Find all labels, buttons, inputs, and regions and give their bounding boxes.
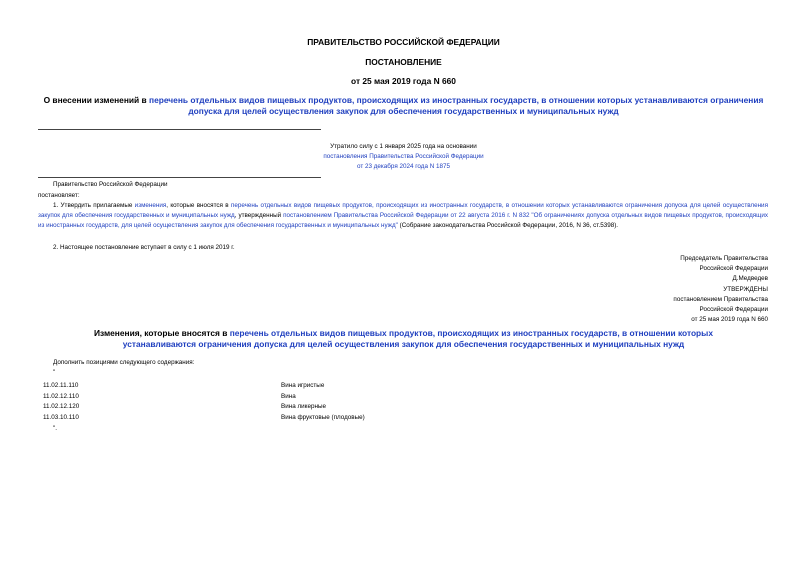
document-date: от 25 мая 2019 года N 660 [351,76,456,86]
p1-link-list[interactable]: перечень отдельных видов пищевых продуктов, происходящих из иностранных государств, в отношении которых устанавливаются ограничения допуска для целей осуществления закупок для обеспечения государственных и муниципальных нужд [38,202,768,219]
approval-heading: УТВЕРЖДЕНЫ [723,286,768,293]
annex-title-link[interactable]: перечень отдельных видов пищевых продуктов, происходящих из иностранных государств, в отношении которых устанавливаются ограничения допуска для целей осуществления закупок для обеспечения государственных и муниципальных нужд [122,328,713,349]
signature-name: Д.Медведев [732,275,768,282]
p1-text-a: 1. Утвердить прилагаемые [53,202,135,209]
row-name: Вина [281,393,296,400]
p1-text-b: , которые вносятся в [166,202,231,209]
paragraph-1 [38,201,768,231]
row-name: Вина ликерные [281,403,326,410]
repeal-notice-date-link[interactable]: от 23 декабря 2024 года N 1875 [356,163,451,170]
title-link[interactable]: перечень отдельных видов пищевых продуктов, происходящих из иностранных государств, в отношении которых устанавливаются ограничения допуска для целей осуществления закупок для обеспечения государственных и муниципальных нужд [149,95,764,116]
body-decides: постановляет: [38,192,80,199]
row-name: Вина фруктовые (плодовые) [281,414,365,421]
annex-intro: Дополнить позициями следующего содержания: [53,359,195,366]
p1-link-decree[interactable]: постановлением Правительства Российской Федерации от 22 августа 2016 г. N 832 "Об ограничениях допуска отдельных видов пищевых продуктов, происходящих из иностранных государств, для целей осуществления закупок для обеспечения государственных и муниципальных нужд" [38,212,769,229]
approval-block [468,285,768,325]
annex-title [60,328,747,350]
row-code: 11.02.12.110 [43,393,79,400]
p1-link-changes[interactable]: изменения [134,202,167,209]
title-prefix: О внесении изменений в [43,95,150,105]
body-government: Правительство Российской Федерации [53,181,168,188]
document-title [40,95,767,117]
paragraph-2: 2. Настоящее постановление вступает в силу с 1 июля 2019 г. [53,244,235,251]
document-type: ПОСТАНОВЛЕНИЕ [365,57,442,67]
signature-country: Российской Федерации [699,265,768,272]
divider-top [38,129,321,130]
approval-line3: Российской Федерации [699,306,768,313]
row-name: Вина игристые [281,382,325,389]
p1-text-c: , утвержденный [234,212,284,219]
repeal-notice-link[interactable]: постановления Правительства Российской Федерации [323,153,484,160]
repeal-notice-line1: Утратило силу с 1 января 2025 года на основании [330,143,477,150]
repeal-notice [250,142,557,172]
signature-block [468,254,768,284]
signature-position: Председатель Правительства [680,255,768,262]
government-heading: ПРАВИТЕЛЬСТВО РОССИЙСКОЙ ФЕДЕРАЦИИ [307,37,500,47]
row-code: 11.02.11.110 [43,382,79,389]
annex-title-prefix: Изменения, которые вносятся в [93,328,230,338]
annex-close-quote: ". [53,425,57,432]
annex-open-quote: " [53,369,56,376]
p1-text-d: (Собрание законодательства Российской Федерации, 2016, N 36, ст.5398). [397,222,619,229]
row-code: 11.03.10.110 [43,414,79,421]
approval-line2: постановлением Правительства [673,296,768,303]
row-code: 11.02.12.120 [43,403,80,410]
divider-bottom [38,177,321,178]
approval-date: от 25 мая 2019 года N 660 [691,316,768,323]
